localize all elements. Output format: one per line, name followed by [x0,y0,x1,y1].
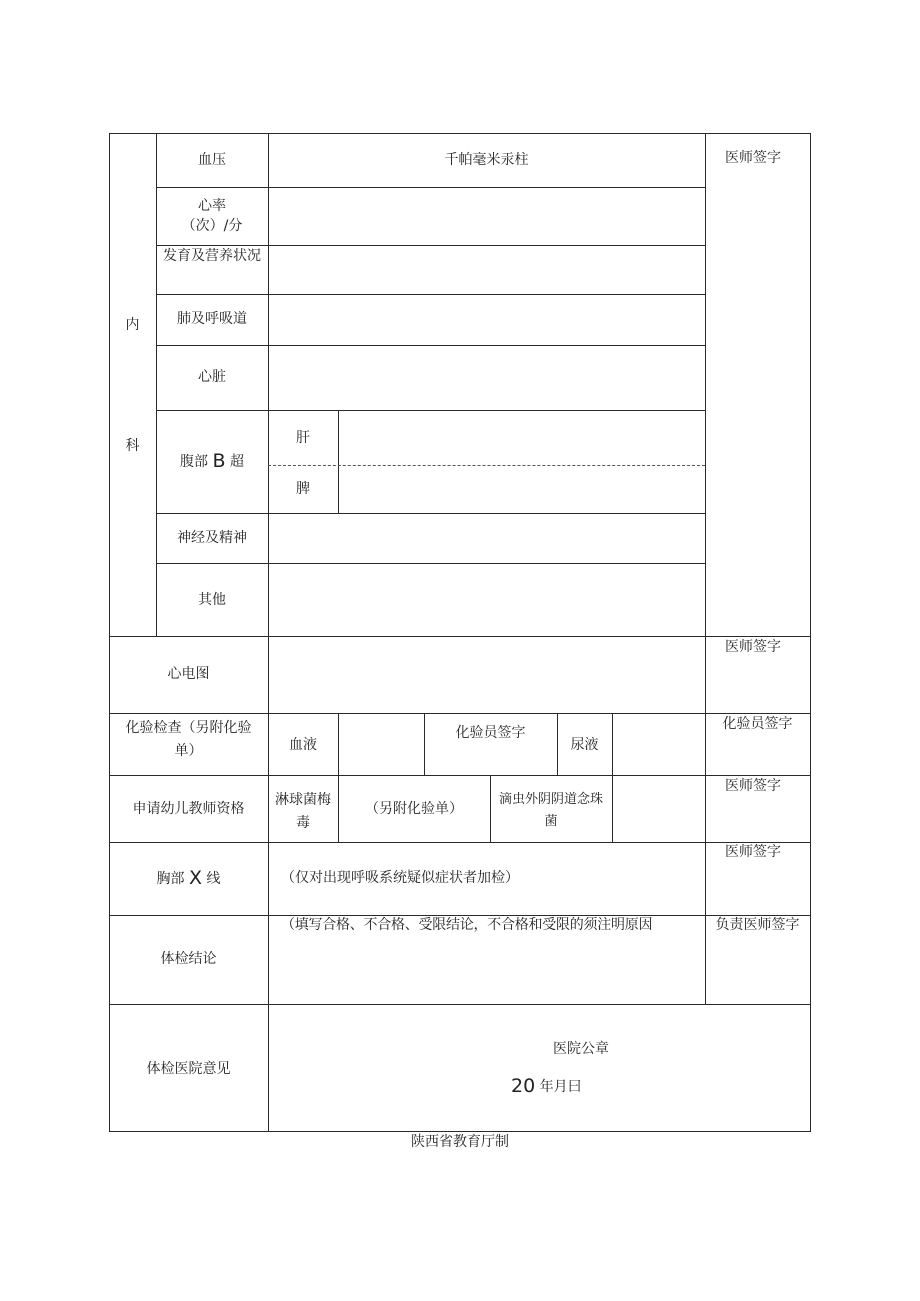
hospital-seal-label: 医院公章 [553,1041,609,1057]
chest-label-post: 线 [206,871,221,887]
chest-xray-label [109,869,268,889]
gonorrhea-syphilis-label-2: 毒 [296,815,310,831]
lab-attach-note: （另附化验单） [365,801,463,817]
date-rest: 年月曰 [539,1079,582,1095]
other-label: 其他 [198,592,226,608]
doctor-sign-xray: 医师签字 [725,844,781,860]
lab-tech-sign-mid: 化验员签字 [455,725,526,741]
divider [156,410,706,411]
trichomonas-label-1: 滴虫外阴阴道念珠 [498,792,603,807]
doctor-sign-ecg: 医师签字 [725,639,781,655]
divider [268,465,705,466]
blood-label: 血液 [289,737,317,753]
hospital-opinion-label: 体检医院意见 [146,1061,231,1077]
divider [156,294,706,295]
abdomen-label-b: B [212,450,226,472]
chief-doctor-sign: 负责医师签字 [715,917,800,933]
heart-rate-label-1: 心率 [198,198,226,214]
divider [490,775,491,843]
divider [424,713,425,776]
conclusion-label: 体检结论 [160,951,217,967]
divider [705,133,706,1005]
trichomonas-label-2: 菌 [544,814,558,829]
divider [109,1004,811,1005]
divider [268,133,269,1132]
heart-label: 心脏 [198,369,226,385]
growth-label: 发育及营养状况 [163,248,261,264]
lab-label-2: 单） [174,743,203,759]
gonorrhea-syphilis-label-1: 淋球菌梅 [275,792,331,808]
abdomen-ultrasound-label [156,452,268,472]
chest-xray-note: （仅对出现呼吸系统疑似症状者加检） [281,870,519,886]
abdomen-label-post: 超 [229,454,244,470]
chest-label-x: X [188,867,203,889]
neuro-label: 神经及精神 [177,530,247,546]
spleen-label: 脾 [296,481,310,497]
divider [109,636,811,637]
doctor-sign-preschool: 医师签字 [725,778,781,794]
border-right [810,133,811,1132]
date-year: 20 [511,1075,536,1097]
preschool-label: 申请幼儿教师资格 [132,801,245,817]
abdomen-label-pre: 腹部 [180,454,209,470]
border-left [109,133,110,1132]
divider [109,713,811,714]
date-line [511,1077,582,1097]
divider [156,513,706,514]
divider [612,713,613,843]
lab-label-1: 化验检查（另附化验 [125,720,252,736]
divider [338,713,339,843]
border-bottom [109,1131,811,1132]
urine-label: 尿液 [570,737,599,753]
lungs-label: 肺及呼吸道 [177,311,247,327]
blood-pressure-unit: 千帕毫米汞柱 [444,152,529,168]
section-label-internal-2: 科 [125,438,140,454]
lab-tech-sign: 化验员签字 [722,716,793,732]
divider [338,410,339,514]
conclusion-note: （填写合格、不合格、受限结论，不合格和受限的须注明原因 [281,917,653,933]
blood-pressure-label: 血压 [198,152,226,168]
divider [109,775,811,776]
ecg-label: 心电图 [167,666,210,682]
section-label-internal-1: 内 [125,317,140,333]
chest-label-pre: 胸部 [156,871,185,887]
liver-label: 肝 [296,430,310,446]
heart-rate-label-2: （次）/分 [181,218,243,234]
divider [156,563,706,564]
divider [156,345,706,346]
divider [156,187,706,188]
issuer-footer: 陕西省教育厅制 [411,1134,509,1150]
divider [156,245,706,246]
doctor-sign-internal: 医师签字 [725,150,781,166]
